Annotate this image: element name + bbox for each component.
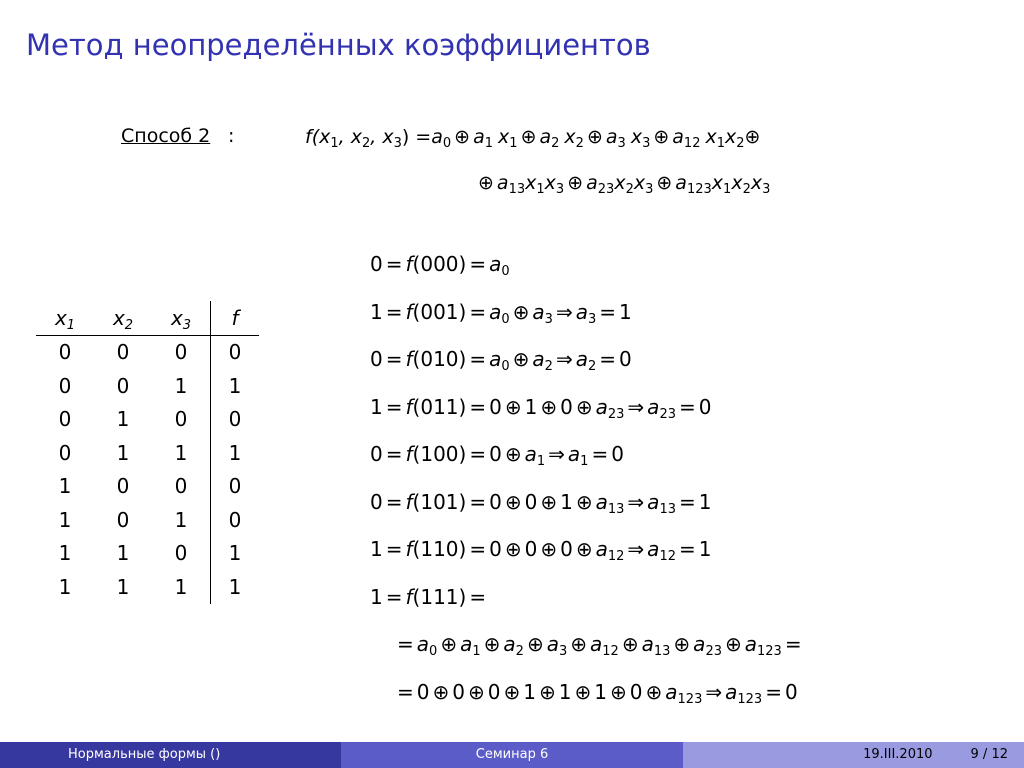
equation-line: 0 = f(100) = 0 ⊕ $a_1$ ⇒ $a_1 = 0$: [370, 442, 624, 469]
table-cell: 1: [211, 570, 260, 604]
table-row: [36, 436, 259, 470]
table-cell: 0: [58, 440, 72, 465]
equation-line: $1 = f(001) = a_0$ ⊕ $a_3$ ⇒ $a_3 = 1$: [370, 299, 632, 327]
table-cell: 0: [116, 373, 130, 398]
table-row: [36, 537, 259, 571]
polynomial-formula-line-2: [475, 172, 771, 197]
footer-date: 19.III.2010: [863, 747, 933, 762]
table-cell: 0: [211, 470, 260, 504]
table-cell: 1: [174, 574, 188, 599]
table-cell: 0: [116, 507, 130, 532]
table-cell: 0: [211, 403, 260, 437]
slide-title: Метод неопределённых коэффициентов: [26, 28, 651, 62]
table-row: [36, 335, 259, 369]
table-cell: 0: [174, 541, 188, 566]
equation-line: = $a_0$ ⊕ $a_1$ ⊕ $a_2$ ⊕ $a_3$ ⊕ $a_{12}$ ⊕ $a_{13}$ ⊕ $a_{23}$ ⊕ $a_{123}$ =: [397, 632, 802, 659]
table-row: [36, 403, 259, 437]
table-cell: 0: [58, 373, 72, 398]
header-x3: $x_3$: [152, 301, 211, 335]
header-x2: $x_2$: [94, 301, 152, 335]
equation-line: 1 = f(011) = 0 ⊕ 1 ⊕ 0 ⊕ $a_{23}$ ⇒ $a_{23} = 0$: [370, 394, 712, 422]
method-colon: :: [228, 125, 235, 147]
table-cell: 0: [116, 474, 130, 499]
table-cell: 1: [211, 537, 260, 571]
header-f: f: [211, 301, 260, 335]
equation-line: $0 = f(010) = a_0$ ⊕ $a_2$ ⇒ $a_2 = 0$: [370, 347, 632, 374]
polynomial-formula-line-1: $f(x_1$, $x_2$, $x_3) =a_0$ ⊕ $a_1$ $x_1$ ⊕ $a_2$ $x_2$ ⊕ $a_3$ $x_3$ ⊕ $a_{12}$ $x_1x_2\oplus$: [305, 126, 761, 151]
table-cell: 1: [58, 474, 72, 499]
truth-table: [36, 301, 259, 604]
table-cell: 0: [58, 340, 72, 365]
equation-line: = 0 ⊕ 0 ⊕ 0 ⊕ 1 ⊕ 1 ⊕ 1 ⊕ 0 ⊕ $a_{123}$ ⇒ $a_{123} = 0$: [397, 679, 798, 707]
method-label: Способ 2: [121, 125, 211, 147]
table-cell: 0: [58, 407, 72, 432]
table-cell: 1: [116, 407, 130, 432]
table-cell: 0: [174, 407, 188, 432]
formula-line-2-text: ⊕ $a_{13}x_1x_3$ ⊕ $a_{23}x_2x_3$ ⊕ $a_{123}x_1x_2x_3$: [478, 172, 771, 197]
table-row: [36, 570, 259, 604]
table-row: [36, 369, 259, 403]
table-cell: 1: [58, 541, 72, 566]
table-cell: 0: [174, 340, 188, 365]
footer-bar: [0, 742, 1024, 768]
footer-page-number: 9 / 12: [970, 747, 1008, 762]
table-cell: 1: [116, 541, 130, 566]
footer-date-section: [683, 742, 1024, 768]
table-cell: 0: [211, 503, 260, 537]
equation-line: $0 = f(000) = a_0$: [370, 252, 510, 279]
equation-line: 1 = f(110) = 0 ⊕ 0 ⊕ 0 ⊕ $a_{12}$ ⇒ $a_{12} = 1$: [370, 537, 712, 564]
equation-list: [370, 246, 805, 721]
table-row: [36, 470, 259, 504]
header-x1: $x_1$: [36, 301, 94, 335]
truth-table-header: [36, 301, 259, 335]
table-cell: 1: [116, 440, 130, 465]
equation-line: 0 = f(101) = 0 ⊕ 0 ⊕ 1 ⊕ $a_{13}$ ⇒ $a_{13} = 1$: [370, 489, 712, 517]
table-cell: 0: [174, 474, 188, 499]
table-cell: 1: [58, 574, 72, 599]
table-cell: 1: [116, 574, 130, 599]
table-cell: 1: [211, 436, 260, 470]
footer-author-section: Нормальные формы (): [0, 742, 341, 768]
table-cell: 1: [174, 440, 188, 465]
equation-line: 1 = f(111) =: [370, 584, 487, 609]
table-cell: 1: [174, 373, 188, 398]
table-row: [36, 503, 259, 537]
table-cell: 1: [58, 507, 72, 532]
table-cell: 1: [174, 507, 188, 532]
table-cell: 0: [116, 340, 130, 365]
footer-title-section: Семинар 6: [341, 742, 683, 768]
table-cell: 0: [211, 335, 260, 369]
table-cell: 1: [211, 369, 260, 403]
